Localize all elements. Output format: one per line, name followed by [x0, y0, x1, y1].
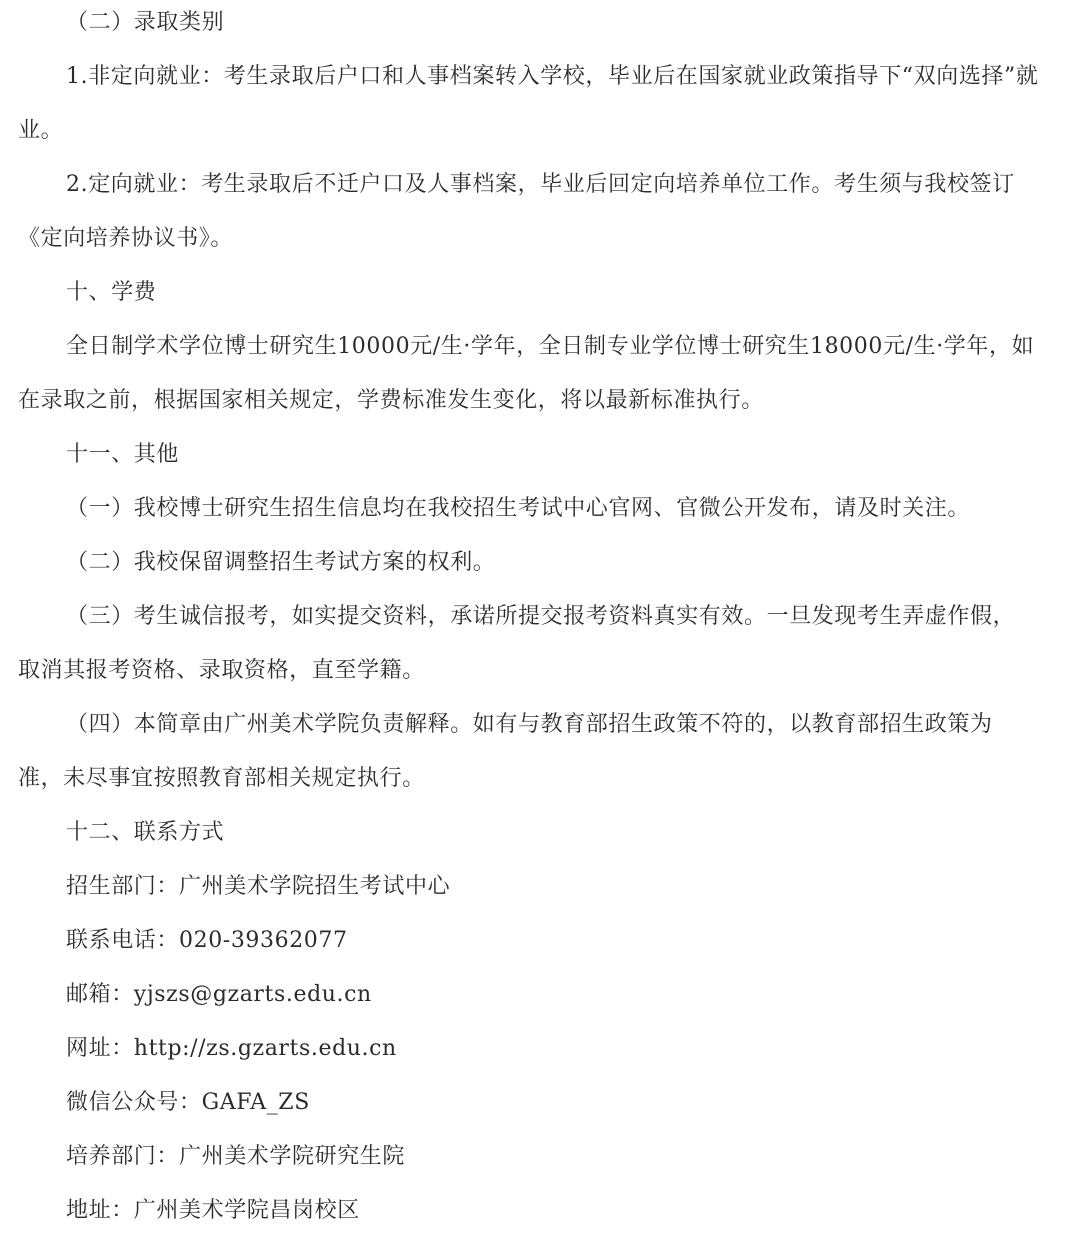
other-item-4: （四）本简章由广州美术学院负责解释。如有与教育部招生政策不符的，以教育部招生政策为: [66, 712, 993, 737]
non-directed-employment-text-continued: 业。: [18, 118, 64, 143]
training-department: 培养部门：广州美术学院研究生院: [66, 1144, 406, 1169]
other-heading: 十一、其他: [66, 442, 180, 467]
tuition-text-continued: 在录取之前，根据国家相关规定，学费标准发生变化，将以最新标准执行。: [18, 388, 764, 413]
tuition-text: 全日制学术学位博士研究生10000元/生·学年，全日制专业学位博士研究生18000元/生·学年，如: [66, 334, 1035, 359]
other-item-3-continued: 取消其报考资格、录取资格，直至学籍。: [18, 658, 425, 683]
directed-employment-text-continued: 《定向培养协议书》。: [18, 226, 234, 251]
wechat-account: 微信公众号：GAFA_ZS: [66, 1090, 310, 1115]
non-directed-employment-text: 1.非定向就业：考生录取后户口和人事档案转入学校，毕业后在国家就业政策指导下“双向选择”就: [66, 64, 1039, 89]
admission-category-heading: （二）录取类别: [66, 10, 225, 35]
other-item-1: （一）我校博士研究生招生信息均在我校招生考试中心官网、官微公开发布，请及时关注。: [66, 496, 971, 521]
tuition-heading: 十、学费: [66, 280, 157, 305]
contact-website: 网址：http://zs.gzarts.edu.cn: [66, 1036, 397, 1061]
admissions-department: 招生部门：广州美术学院招生考试中心: [66, 874, 451, 899]
other-item-2: （二）我校保留调整招生考试方案的权利。: [66, 550, 496, 575]
contact-email: 邮箱：yjszs@gzarts.edu.cn: [66, 982, 372, 1007]
directed-employment-text: 2.定向就业：考生录取后不迁户口及人事档案，毕业后回定向培养单位工作。考生须与我校签订: [66, 172, 1015, 197]
other-item-4-continued: 准，未尽事宜按照教育部相关规定执行。: [18, 766, 425, 791]
other-item-3: （三）考生诚信报考，如实提交资料，承诺所提交报考资料真实有效。一旦发现考生弄虚作假，: [66, 604, 1016, 629]
contact-phone: 联系电话：020-39362077: [66, 928, 348, 953]
contact-heading: 十二、联系方式: [66, 820, 225, 845]
contact-address: 地址：广州美术学院昌岗校区: [66, 1198, 360, 1223]
